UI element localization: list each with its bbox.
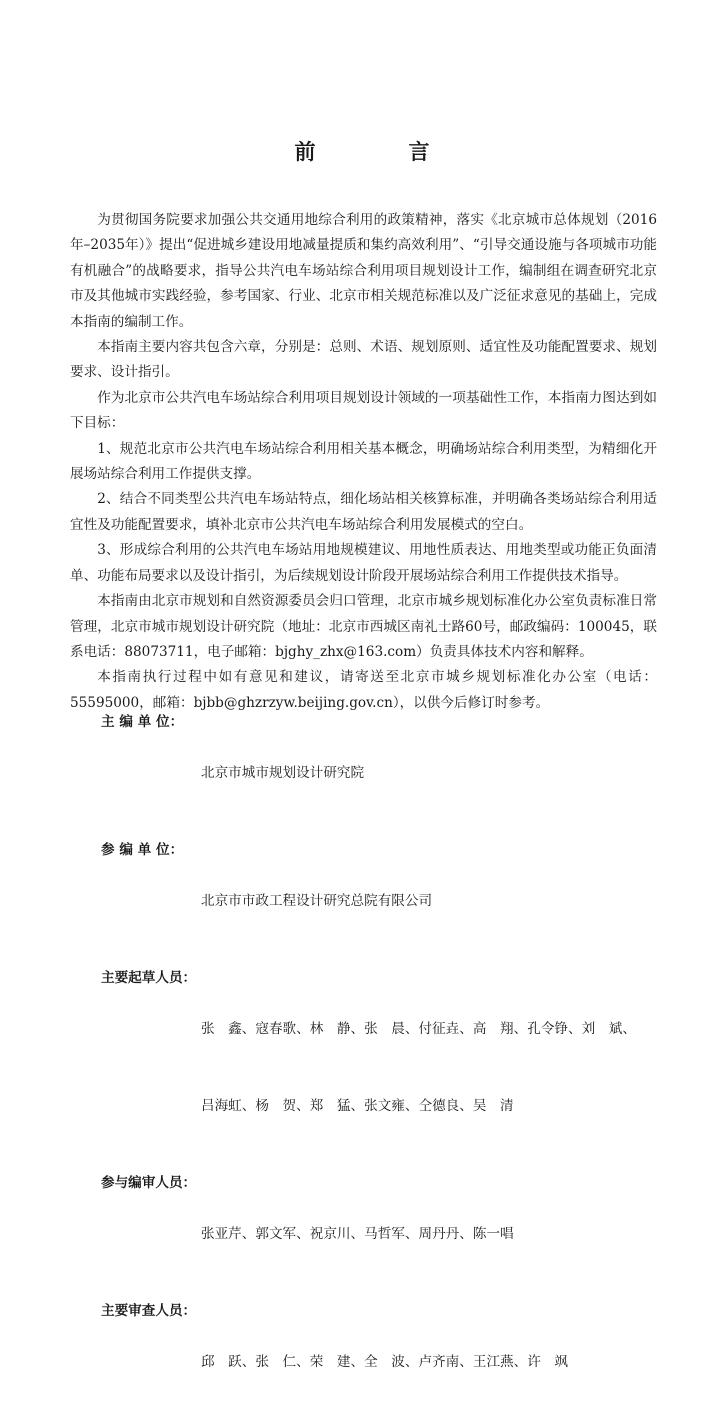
paragraph: 作为北京市公共汽电车场站综合利用项目规划设计领域的一项基础性工作，本指南力图达到如下目标： xyxy=(70,389,657,432)
paragraph: 本指南主要内容共包含六章，分别是：总则、术语、规划原则、适宜性及功能配置要求、规划要求、设计指引。 xyxy=(70,339,657,381)
credit-line: 邱 跃、张 仁、荣 建、全 波、卢齐南、王江燕、许 飒 xyxy=(201,1353,569,1370)
credit-line: 吕海虹、杨 贺、郑 猛、张文雍、仝德良、吴 清 xyxy=(201,1097,514,1114)
credit-line: 张 鑫、寇春歌、林 静、张 晨、付征垚、高 翔、孔令铮、刘 斌、 xyxy=(201,1021,636,1038)
preface-body xyxy=(70,208,657,716)
credits-list xyxy=(101,710,661,1427)
credit-row-main-drafters xyxy=(101,966,661,1171)
credit-row-chief-editor xyxy=(101,710,661,838)
credit-row-participating-reviewers xyxy=(101,1171,661,1299)
credit-row-participating-unit xyxy=(101,838,661,966)
paragraph: 本指南执行过程中如有意见和建议，请寄送至北京市城乡规划标准化办公室（电话：55595000，邮箱：bjbb@ghzrzyw.beijing.gov.cn），以供今后修订时参考。 xyxy=(70,669,657,711)
credit-row-main-reviewers xyxy=(101,1299,661,1427)
credit-label: 主要审查人员： xyxy=(101,1302,197,1319)
paragraph: 2、结合不同类型公共汽电车场站特点，细化场站相关核算标准，并明确各类场站综合利用适宜性及功能配置要求，填补北京市公共汽电车场站综合利用发展模式的空白。 xyxy=(70,491,657,533)
credit-value xyxy=(201,710,661,838)
credit-label: 参与编审人员： xyxy=(101,1174,197,1191)
credit-value xyxy=(201,1171,661,1299)
paragraph: 1、规范北京市公共汽电车场站综合利用相关基本概念，明确场站综合利用类型，为精细化开展场站综合利用工作提供支撑。 xyxy=(70,440,657,483)
credit-value xyxy=(201,838,661,966)
page-title: 前 言 xyxy=(294,140,466,164)
paragraph: 为贯彻国务院要求加强公共交通用地综合利用的政策精神，落实《北京城市总体规划（2016年–2035年）》提出“促进城乡建设用地减量提质和集约高效利用”、“引导交通设施与各项城市功能有机融合”的战略要求，指导公共汽电车场站综合利用项目规划设计工作，编制组在调查研究北京市及其他城市实践经验，参考国家、行业、北京市相关规范标准以及广泛征求意见的基础上，完成本指南的编制工作。 xyxy=(70,212,657,330)
credit-line: 北京市市政工程设计研究总院有限公司 xyxy=(201,893,433,910)
credit-value xyxy=(201,966,661,1171)
credit-label: 主要起草人员： xyxy=(101,969,197,986)
credit-label: 参 编 单 位： xyxy=(101,841,184,858)
credit-label: 主 编 单 位： xyxy=(101,714,184,730)
credit-line: 北京市城市规划设计研究院 xyxy=(201,765,365,782)
credit-line: 张亚芹、郭文军、祝京川、马哲军、周丹丹、陈一唱 xyxy=(201,1225,514,1242)
credit-value xyxy=(201,1299,661,1427)
paragraph: 3、形成综合利用的公共汽电车场站用地规模建议、用地性质表达、用地类型或功能正负面清单、功能布局要求以及设计指引，为后续规划设计阶段开展场站综合利用工作提供技术指导。 xyxy=(70,542,657,584)
paragraph: 本指南由北京市规划和自然资源委员会归口管理，北京市城乡规划标准化办公室负责标准日常管理，北京市城市规划设计研究院（地址：北京市西城区南礼士路60号，邮政编码：100045，联系电话：88073711，电子邮箱：bjghy_zhx@163.com）负责具体技术内容和解释。 xyxy=(70,593,657,660)
